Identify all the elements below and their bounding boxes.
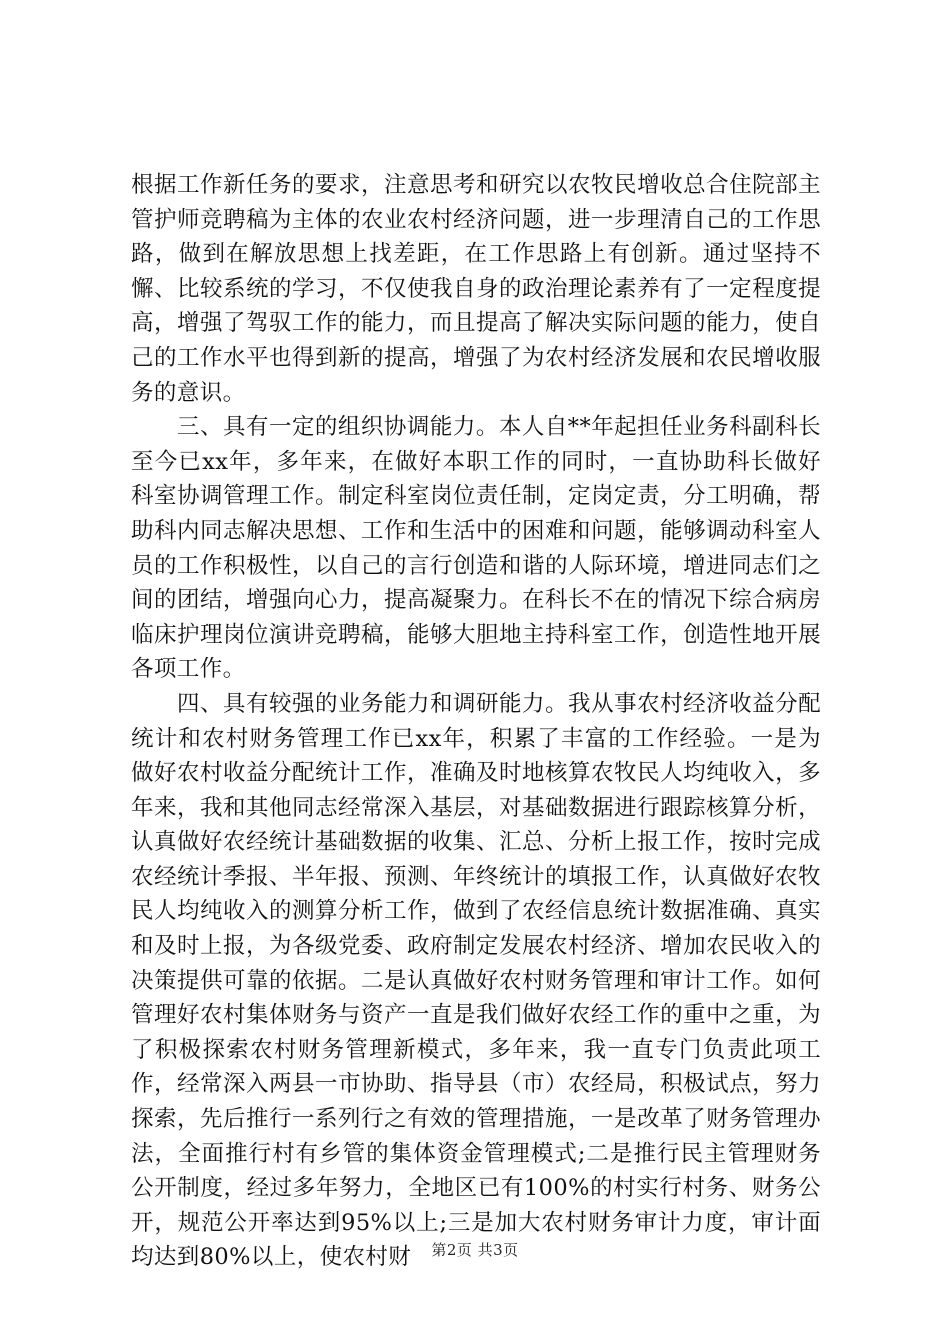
page-number-footer: 第2页 共3页: [431, 1241, 519, 1259]
paragraph-1: 根据工作新任务的要求，注意思考和研究以农牧民增收总合住院部主管护师竞聘稿为主体的农业农村经济问题，进一步理清自己的工作思路，做到在解放思想上找差距，在工作思路上有创新。通过坚持不懈、比较系统的学习，不仅使我自身的政治理论素养有了一定程度提高，增强了驾驭工作的能力，而且提高了解决实际问题的能力，使自己的工作水平也得到新的提高，增强了为农村经济发展和农民增收服务的意识。: [131, 172, 821, 406]
paragraph-2: 三、具有一定的组织协调能力。本人自**年起担任业务科副科长至今已xx年，多年来，在做好本职工作的同时，一直协助科长做好科室协调管理工作。制定科室岗位责任制，定岗定责，分工明确，帮助科内同志解决思想、工作和生活中的困难和问题，能够调动科室人员的工作积极性，以自己的言行创造和谐的人际环境，增进同志们之间的团结，增强向心力，提高凝聚力。在科长不在的情况下综合病房临床护理岗位演讲竞聘稿，能够大胆地主持科室工作，创造性地开展各项工作。: [131, 414, 821, 683]
document-body: [131, 168, 821, 1275]
paragraph-3: 四、具有较强的业务能力和调研能力。我从事农村经济收益分配统计和农村财务管理工作已xx年，积累了丰富的工作经验。一是为做好农村收益分配统计工作，准确及时地核算农牧民人均纯收入，多年来，我和其他同志经常深入基层，对基础数据进行跟踪核算分析，认真做好农经统计基础数据的收集、汇总、分析上报工作，按时完成农经统计季报、半年报、预测、年终统计的填报工作，认真做好农牧民人均纯收入的测算分析工作，做到了农经信息统计数据准确、真实和及时上报，为各级党委、政府制定发展农村经济、增加农民收入的决策提供可靠的依据。二是认真做好农村财务管理和审计工作。如何管理好农村集体财务与资产一直是我们做好农经工作的重中之重，为了积极探索农村财务管理新模式，多年来，我一直专门负责此项工作，经常深入两县一市协助、指导县（市）农经局，积极试点，努力探索，先后推行一系列行之有效的管理措施，一是改革了财务管理办法，全面推行村有乡管的集体资金管理模式;二是推行民主管理财务公开制度，经过多年努力，全地区已有100%的村实行村务、财务公开，规范公开率达到95%以上;三是加大农村财务审计力度，审计面均达到80%以上，使农村财: [131, 690, 821, 1271]
